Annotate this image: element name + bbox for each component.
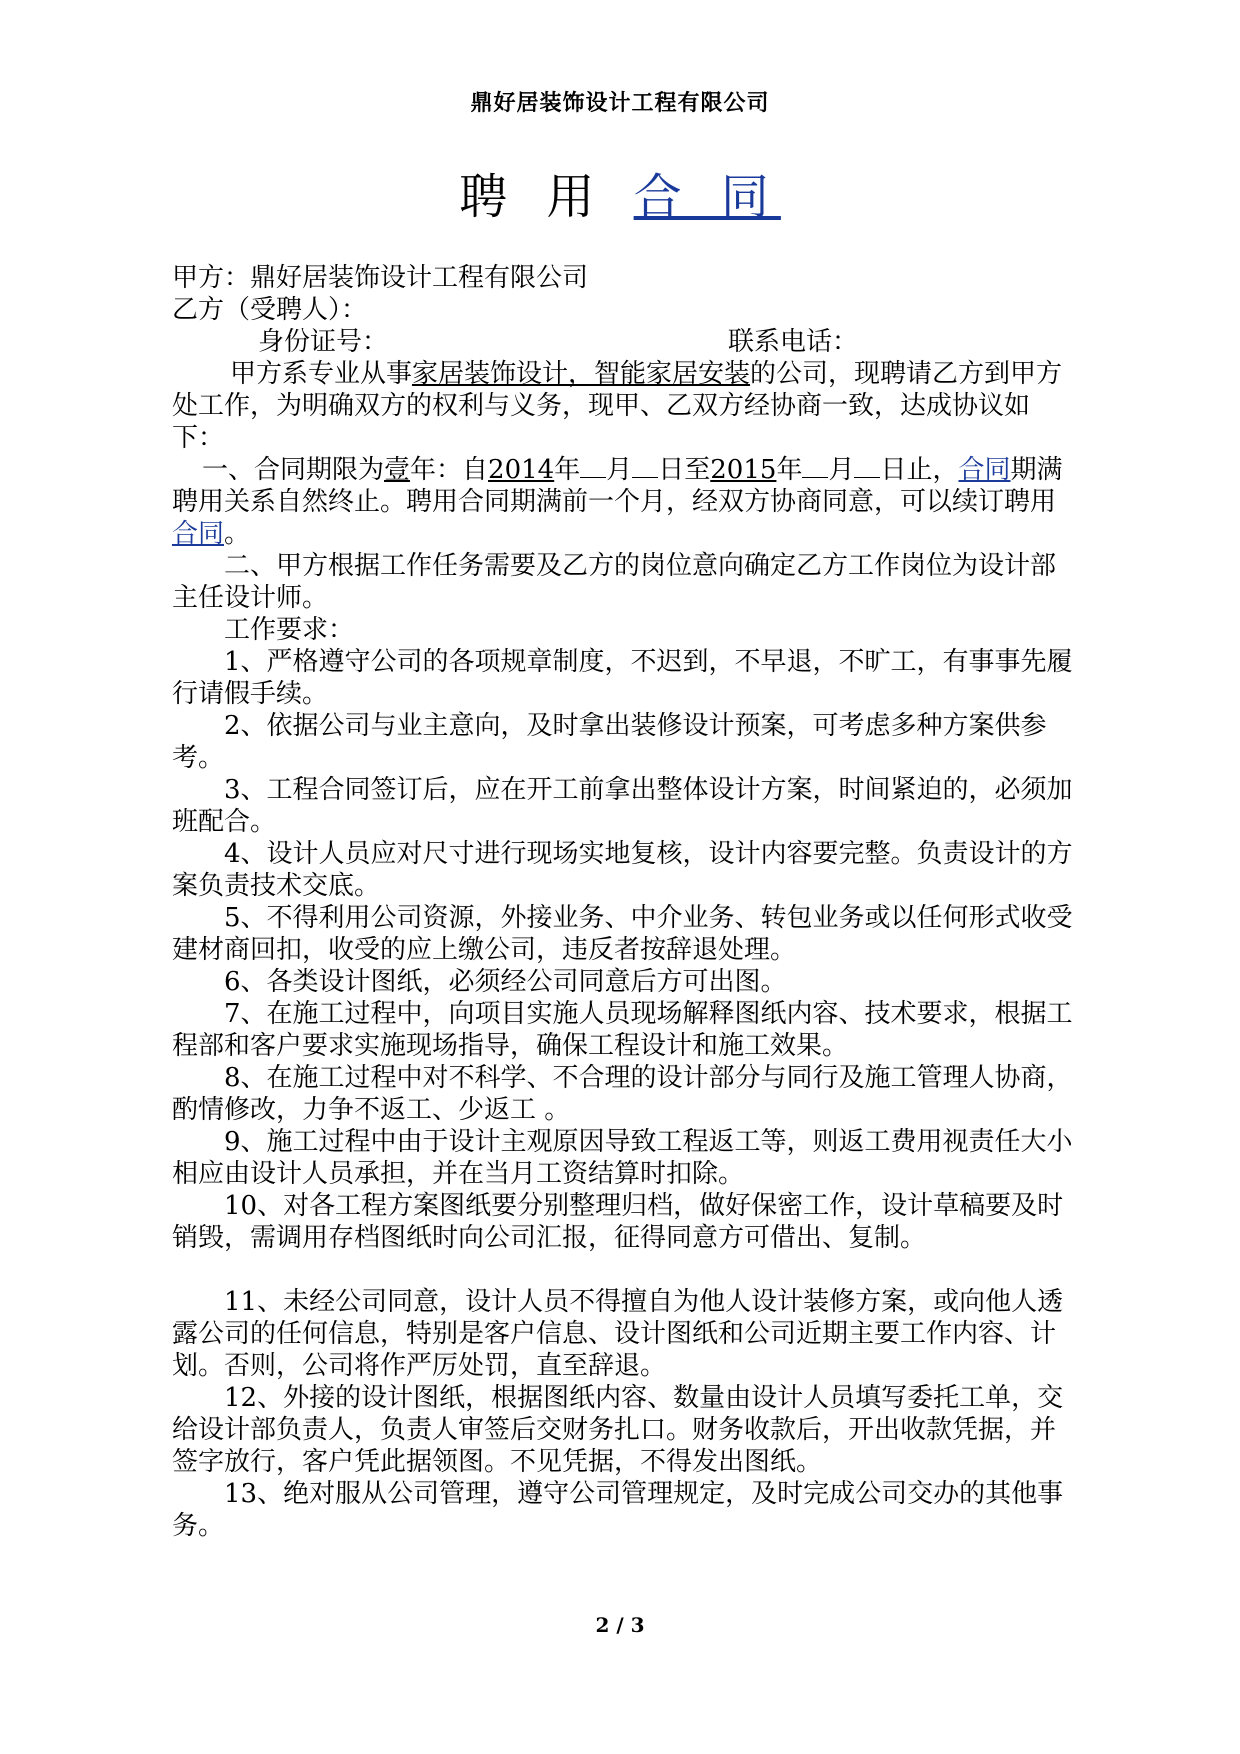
intro-paragraph <box>172 358 1078 454</box>
list-item: 7、在施工过程中，向项目实施人员现场解释图纸内容、技术要求，根据工程部和客户要求实施现场指导，确保工程设计和施工效果。 <box>172 999 1073 1061</box>
blank-end-day <box>854 455 880 478</box>
list-item: 11、未经公司同意，设计人员不得擅自为他人设计装修方案，或向他人透露公司的任何信息，特别是客户信息、设计图纸和公司近期主要工作内容、计划。否则，公司将作严厉处罚，直至辞退。 <box>172 1287 1064 1381</box>
term-text-c: 年 <box>554 455 581 485</box>
term-text-f: 年 <box>776 455 803 485</box>
list-item: 12、外接的设计图纸，根据图纸内容、数量由设计人员填写委托工单，交给设计部负责人，负责人审签后交财务扎口。财务收款后，开出收款凭据，并签字放行，客户凭此据领图。不见凭据，不得发出图纸。 <box>172 1383 1064 1477</box>
requirements-label: 工作要求： <box>224 615 355 645</box>
term-text-i: 期满聘用关系自然终止。聘用合同期满前一个月，经双方协商同意，可以续订聘用 <box>172 455 1063 517</box>
list-item: 3、工程合同签订后，应在开工前拿出整体设计方案，时间紧迫的，必须加班配合。 <box>172 775 1073 837</box>
blank-start-month <box>580 455 606 478</box>
list-item: 2、依据公司与业主意向，及时拿出装修设计预案，可考虑多种方案供参考。 <box>172 711 1047 773</box>
term-text-a: 一、合同期限为 <box>202 455 385 485</box>
title-link-contract[interactable]: 合 同 <box>633 169 781 225</box>
list-item: 5、不得利用公司资源，外接业务、中介业务、转包业务或以任何形式收受建材商回扣，收受的应上缴公司，违反者按辞退处理。 <box>172 903 1073 965</box>
intro-text-post: 的公司，现聘请乙方到甲方处工作，为明确双方的权利与义务，现甲、乙双方经协商一致，达成协议如下： <box>172 359 1063 453</box>
spacer <box>172 1254 1078 1286</box>
company-header: 鼎好居装饰设计工程有限公司 <box>470 91 770 116</box>
term-years: 壹 <box>384 455 411 485</box>
list-item: 13、绝对服从公司管理，遵守公司管理规定，及时完成公司交办的其他事务。 <box>172 1479 1064 1541</box>
term-text-e: 日至 <box>658 455 711 485</box>
intro-text-pre: 甲方系专业从事 <box>230 359 413 389</box>
list-item: 8、在施工过程中对不科学、不合理的设计部分与同行及施工管理人协商，酌情修改，力争不返工、少返工 。 <box>172 1063 1073 1125</box>
term-text-d: 月 <box>606 455 633 485</box>
term-text-g: 月 <box>828 455 855 485</box>
requirements-list <box>172 646 1078 1542</box>
page-number: 2 / 3 <box>595 1613 645 1637</box>
party-a: 甲方：鼎好居装饰设计工程有限公司 <box>172 263 589 293</box>
list-item: 9、施工过程中由于设计主观原因导致工程返工等，则返工费用视责任大小相应由设计人员承担，并在当月工资结算时扣除。 <box>172 1127 1073 1189</box>
blank-end-month <box>802 455 828 478</box>
list-item: 6、各类设计图纸，必须经公司同意后方可出图。 <box>224 967 787 997</box>
intro-business: 家居装饰设计，智能家居安装 <box>412 359 751 389</box>
term-text-j: 。 <box>224 519 251 549</box>
term-end-year: 2015 <box>710 455 777 485</box>
blank-start-day <box>632 455 658 478</box>
term-text-h: 日止， <box>880 455 959 485</box>
list-item: 4、设计人员应对尺寸进行现场实地复核，设计内容要完整。负责设计的方案负责技术交底。 <box>172 839 1073 901</box>
contract-link-2[interactable]: 合同 <box>172 519 225 549</box>
term-paragraph <box>172 454 1078 550</box>
contract-link-1[interactable]: 合同 <box>958 455 1011 485</box>
position-paragraph: 二、甲方根据工作任务需要及乙方的岗位意向确定乙方工作岗位为设计部主任设计师。 <box>172 551 1057 613</box>
id-label: 身份证号： <box>258 327 389 357</box>
phone-label: 联系电话： <box>728 327 859 357</box>
title-part1: 聘 用 <box>459 169 634 225</box>
id-phone-row <box>172 326 1078 358</box>
document-title <box>0 158 1240 227</box>
term-start-year: 2014 <box>488 455 555 485</box>
list-item: 1、严格遵守公司的各项规章制度，不迟到，不早退，不旷工，有事事先履行请假手续。 <box>172 647 1073 709</box>
term-text-b: 年：自 <box>410 455 489 485</box>
list-item: 10、对各工程方案图纸要分别整理归档，做好保密工作，设计草稿要及时销毁，需调用存档图纸时向公司汇报，征得同意方可借出、复制。 <box>172 1191 1064 1253</box>
party-b: 乙方（受聘人）： <box>172 295 368 325</box>
contract-body <box>172 262 1078 1542</box>
